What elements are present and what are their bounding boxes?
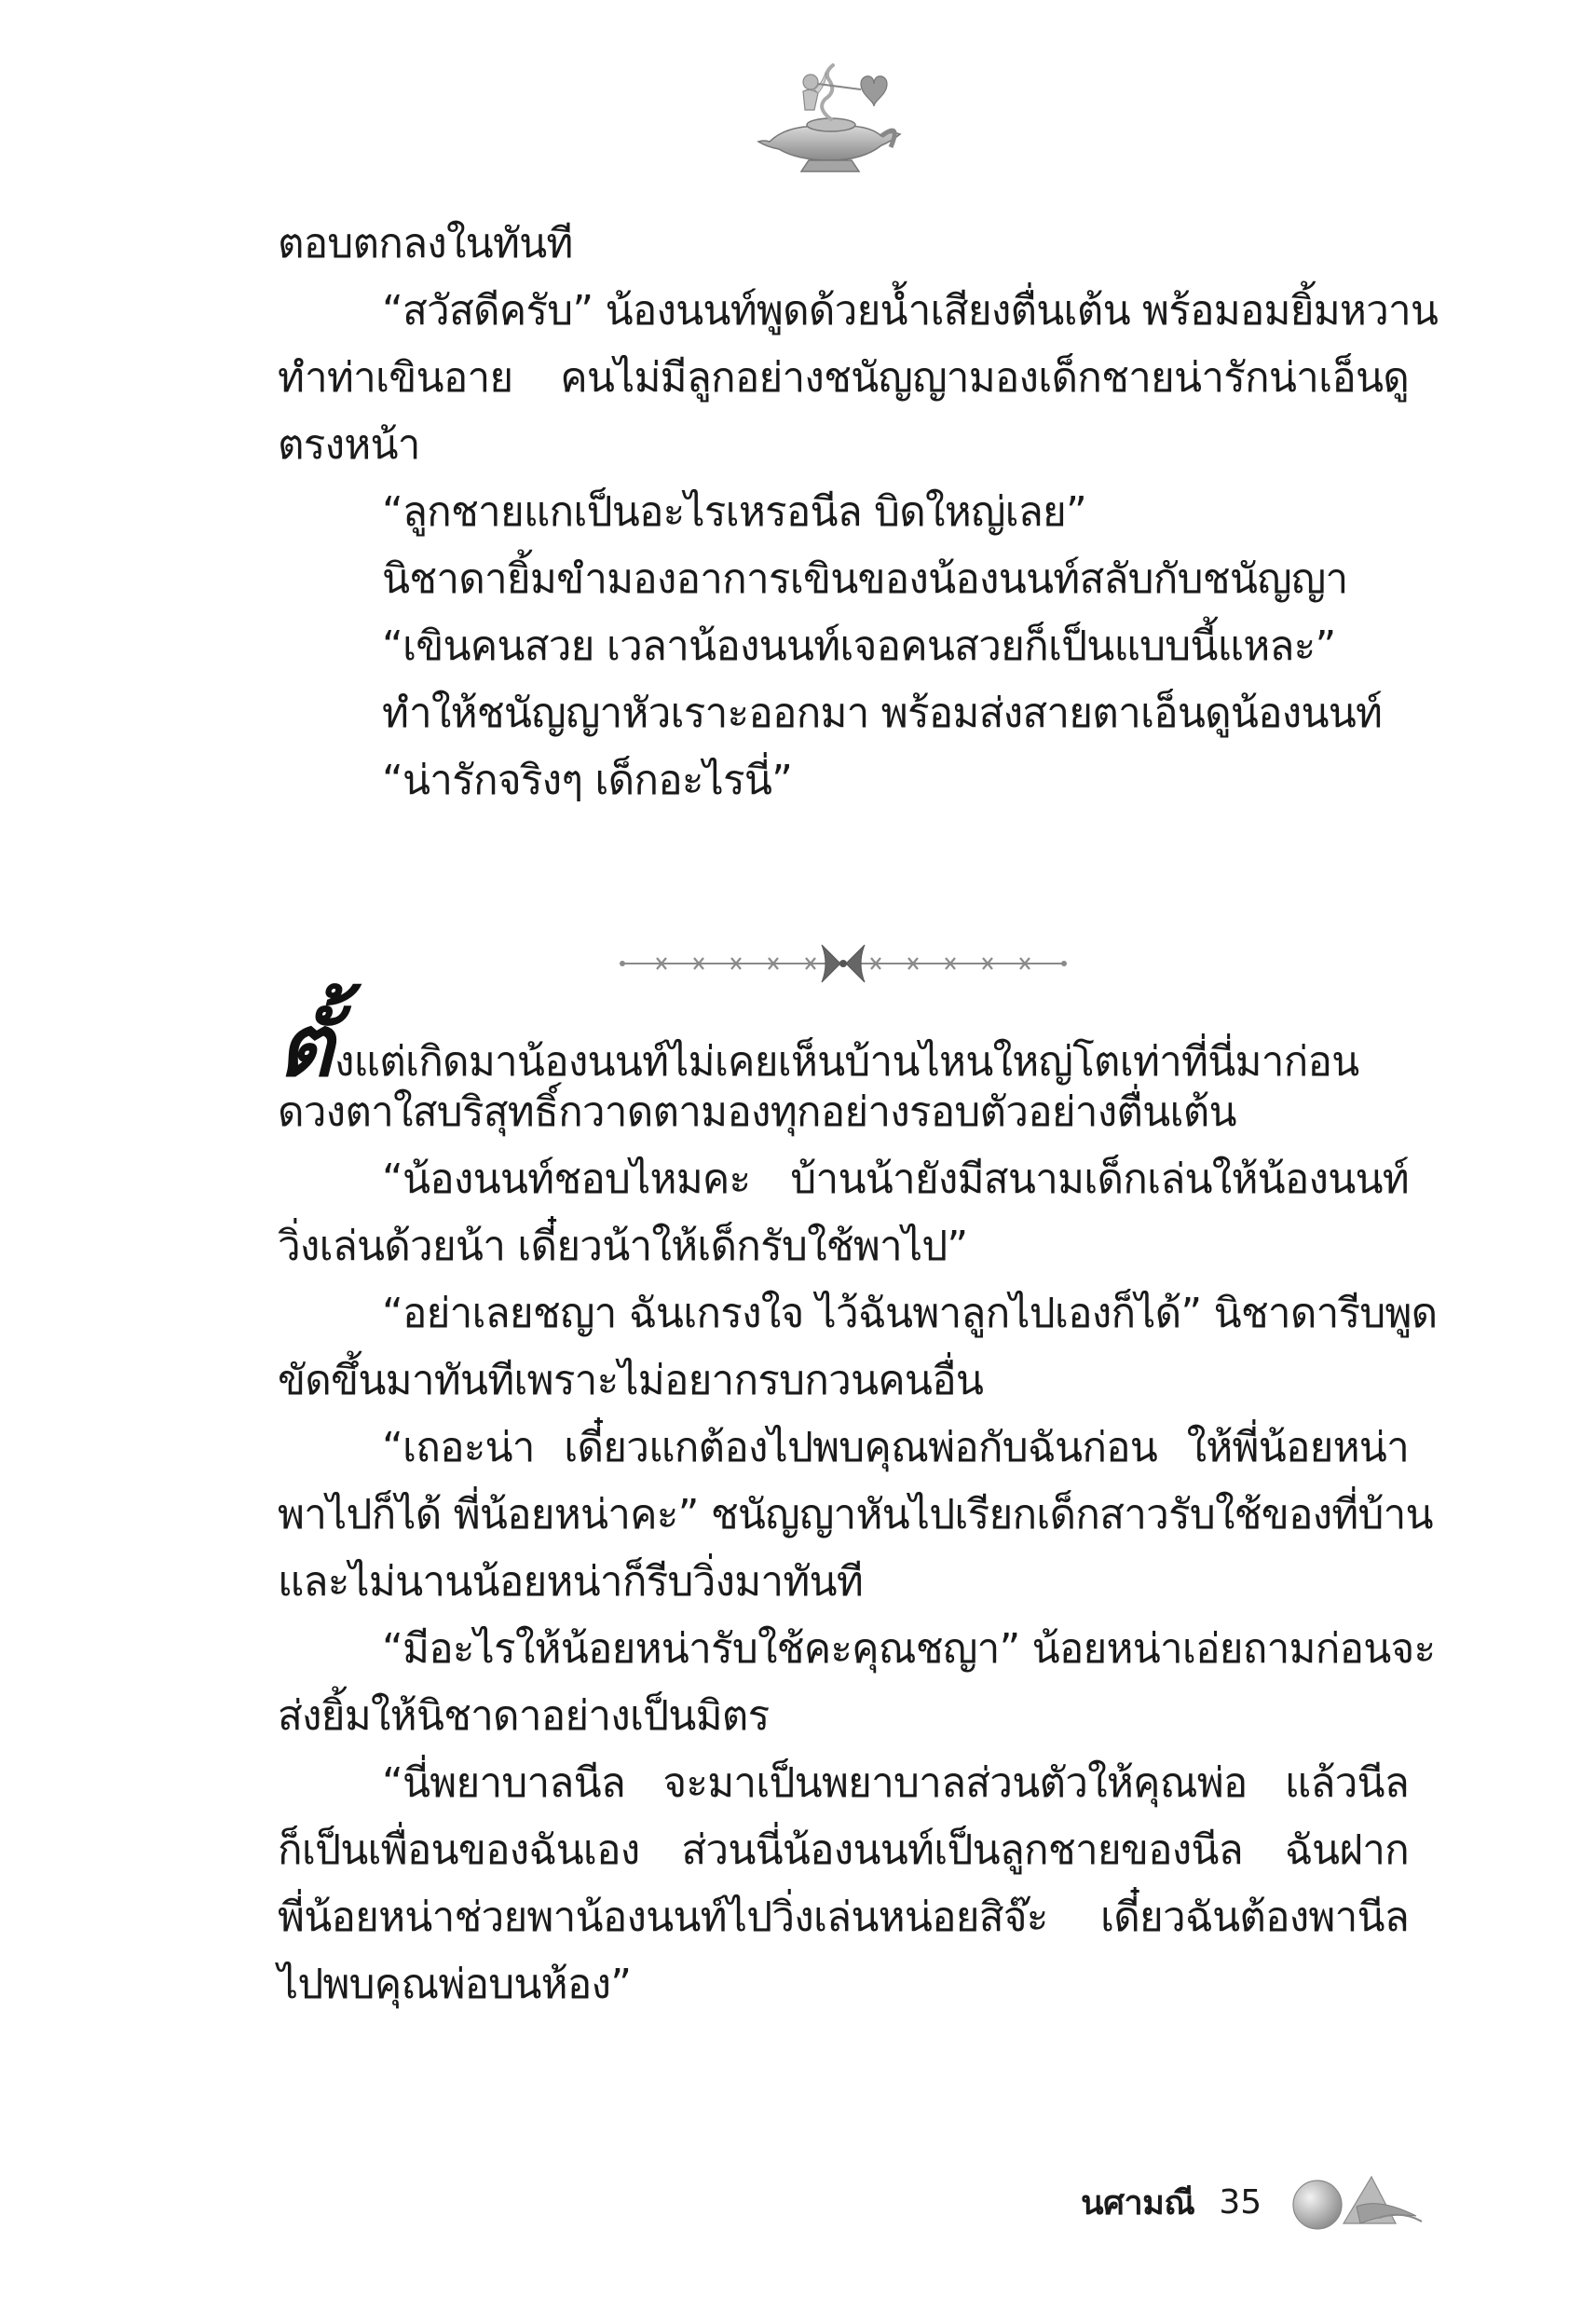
text-line: ทำท่าเขินอาย คนไม่มีลูกอย่างชนัญญามองเด็กชายน่ารักน่าเอ็นดู: [278, 354, 1409, 402]
text-line: “น้องนนท์ชอบไหมคะ บ้านน้ายังมีสนามเด็กเล่นให้น้องนนท์: [382, 1156, 1409, 1203]
text-line: และไม่นานน้อยหน่าก็รีบวิ่งมาทันที: [278, 1558, 864, 1606]
text-line: ไปพบคุณพ่อบนห้อง”: [278, 1961, 632, 2008]
text-line: “อย่าเลยชญา ฉันเกรงใจ ไว้ฉันพาลูกไปเองก็ได้” นิชาดารีบพูด: [382, 1290, 1438, 1337]
book-title: นศามณี: [1081, 2183, 1195, 2222]
text-line: “เถอะน่า เดี๋ยวแกต้องไปพบคุณพ่อกับฉันก่อน ให้พี่น้อยหน่า: [382, 1424, 1409, 1471]
text-line: “ลูกชายแกเป็นอะไรเหรอนีล บิดใหญ่เลย”: [382, 488, 1087, 536]
text-line: “น่ารักจริงๆ เด็กอะไรนี่”: [382, 757, 793, 804]
text-line: “มีอะไรให้น้อยหน่ารับใช้คะคุณชญา” น้อยหน่าเอ่ยถามก่อนจะ: [382, 1625, 1436, 1673]
page-number: 35: [1219, 2182, 1262, 2222]
text-line: “เขินคนสวย เวลาน้องนนท์เจอคนสวยก็เป็นแบบนี้แหละ”: [382, 622, 1336, 670]
text-line: วิ่งเล่นด้วยน้า เดี๋ยวน้าให้เด็กรับใช้พาไป”: [278, 1223, 968, 1270]
text-line: ส่งยิ้มให้นิชาดาอย่างเป็นมิตร: [278, 1692, 770, 1740]
text-line: “สวัสดีครับ” น้องนนท์พูดด้วยน้ำเสียงตื่นเต้น พร้อมอมยิ้มหวาน: [382, 287, 1439, 335]
genie-lamp-cupid-icon: [751, 56, 909, 177]
text-line: ตรงหน้า: [278, 421, 420, 469]
text-line: พี่น้อยหน่าช่วยพาน้องนนท์ไปวิ่งเล่นหน่อยสิจ๊ะ เดี๋ยวฉันต้องพานีล: [278, 1894, 1409, 1941]
drop-cap: ตั้: [278, 995, 333, 1096]
text-line: พาไปก็ได้ พี่น้อยหน่าคะ” ชนัญญาหันไปเรียกเด็กสาวรับใช้ของที่บ้าน: [278, 1491, 1433, 1538]
page-footer: [1081, 2169, 1425, 2235]
text-line: ดวงตาใสบริสุทธิ์กวาดตามองทุกอย่างรอบตัวอย่างตื่นเต้น: [278, 1088, 1236, 1136]
section-1-text: [278, 211, 1439, 814]
text-line: “นี่พยาบาลนีล จะมาเป็นพยาบาลส่วนตัวให้คุณพ่อ แล้วนีล: [382, 1759, 1409, 1807]
text-line: นิชาดายิ้มขำมองอาการเขินของน้องนนท์สลับกับชนัญญา: [382, 555, 1348, 603]
text-line: ขัดขึ้นมาทันทีเพราะไม่อยากรบกวนคนอื่น: [278, 1357, 984, 1404]
text-line: ทำให้ชนัญญาหัวเราะออกมา พร้อมส่งสายตาเอ็นดูน้องนนท์: [382, 690, 1383, 737]
opening-line: [278, 995, 1409, 1096]
publisher-logo-icon: [1286, 2169, 1425, 2235]
text-line: ตอบตกลงในทันที: [278, 220, 573, 267]
bow-divider-icon: [615, 937, 1071, 990]
opening-line-text: งแต่เกิดมาน้องนนท์ไม่เคยเห็นบ้านไหนใหญ่โตเท่าที่นี่มาก่อน: [334, 1038, 1359, 1086]
text-line: ก็เป็นเพื่อนของฉันเอง ส่วนนี่น้องนนท์เป็นลูกชายของนีล ฉันฝาก: [278, 1826, 1409, 1874]
section-2-text: [278, 995, 1438, 2018]
